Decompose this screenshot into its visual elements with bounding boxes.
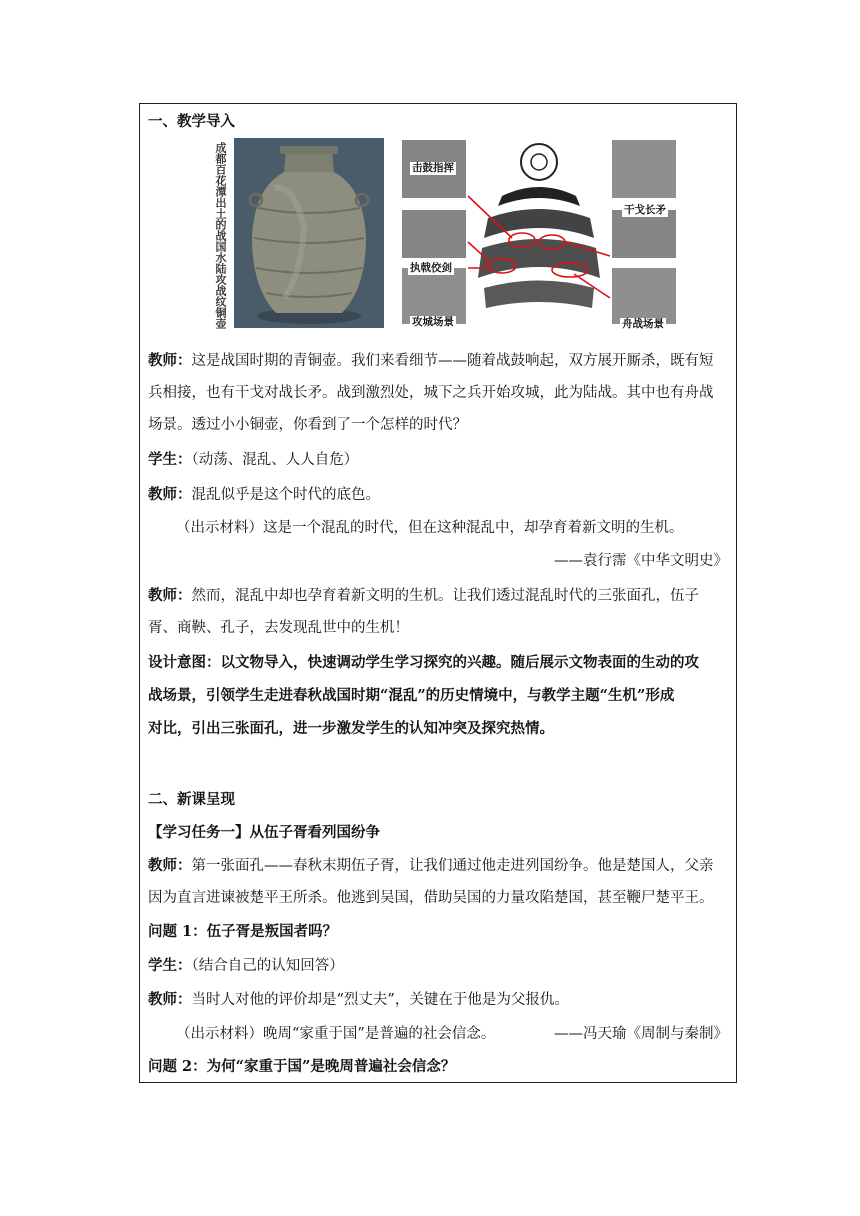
line-text: 第一张面孔——春秋末期伍子胥，让我们通过他走进列国纷争。他是楚国人，父亲 (191, 858, 714, 874)
battle-scene-illustration (398, 138, 680, 332)
quote-source: ——袁行霈《中华文明史》 (554, 553, 728, 569)
student-line (148, 956, 728, 976)
task-name: 从伍子胥看列国纷争 (249, 824, 380, 841)
speaker-label: 教师： (148, 486, 192, 503)
quote-text: （出示材料）晚周“家重于国”是普遍的社会信念。 (176, 1026, 496, 1042)
label-siege-scene: 攻城场景 (412, 316, 454, 328)
section1-heading: 一、教学导入 (148, 113, 235, 130)
line-text: 然而，混乱中却也孕育着新文明的生机。让我们透过混乱时代的三张面孔，伍子 (191, 588, 699, 604)
student-line (148, 450, 728, 470)
speaker-label: 教师： (148, 991, 192, 1008)
speaker-label: 教师： (148, 587, 192, 604)
teacher-line: 场景。透过小小铜壶，你看到了一个怎样的时代？ (148, 417, 467, 433)
teacher-line (148, 485, 728, 505)
teacher-line (148, 856, 728, 876)
task-bracket: 【学习任务一】 (148, 824, 250, 841)
material-quote (148, 1024, 728, 1044)
task-title (148, 823, 728, 843)
design-intent: 对比，引出三张面孔，进一步激发学生的认知冲突及探究热情。 (148, 720, 554, 737)
teacher-line: 因为直言进谏被楚平王所杀。他逃到吴国，借助吴国的力量攻陷楚国，甚至鞭尸楚平王。 (148, 890, 714, 906)
line-text: （结合自己的认知回答） (191, 958, 344, 974)
line-text: 当时人对他的评价却是“烈丈夫”，关键在于他是为父报仇。 (191, 992, 569, 1008)
speaker-label: 学生： (148, 451, 192, 468)
question-2: 问题 2：为何“家重于国”是晚周普遍社会信念？ (148, 1058, 456, 1075)
teacher-line (148, 586, 728, 606)
teacher-line (148, 351, 728, 371)
label-drum-command: 击鼓指挥 (412, 162, 454, 174)
material-quote: （出示材料）这是一个混乱的时代，但在这种混乱中，却孕育着新文明的生机。 (176, 520, 684, 536)
speaker-label: 学生： (148, 957, 192, 974)
line-text: 这是战国时期的青铜壶。我们来看细节——随着战鼓响起，双方展开厮杀，既有短 (191, 353, 714, 369)
label-halberd-sword: 执戟佼剑 (410, 262, 452, 274)
label-dagger-spear: 干戈长矛 (624, 204, 666, 216)
speaker-label: 教师： (148, 857, 192, 874)
lesson-table (139, 103, 737, 1083)
section2-heading: 二、新课呈现 (148, 791, 235, 808)
label-boat-battle: 舟战场景 (622, 318, 664, 330)
vase-caption: 成都百花潭出土的战国水陆攻战纹铜壶 (214, 142, 227, 329)
line-text: （动荡、混乱、人人自危） (191, 452, 359, 468)
teacher-line: 兵相接，也有干戈对战长矛。战到激烈处，城下之兵开始攻城，此为陆战。其中也有舟战 (148, 385, 714, 401)
design-intent: 战场景，引领学生走进春秋战国时期“混乱”的历史情境中，与教学主题“生机”形成 (148, 687, 675, 704)
teacher-line: 胥、商鞅、孔子，去发现乱世中的生机！ (148, 620, 409, 636)
quote-source: ——冯天瑜《周制与秦制》 (554, 1026, 728, 1042)
line-text: 混乱似乎是这个时代的底色。 (191, 487, 380, 503)
design-intent: 设计意图：以文物导入，快速调动学生学习探究的兴趣。随后展示文物表面的生动的攻 (148, 654, 699, 671)
question-1: 问题 1：伍子胥是叛国者吗？ (148, 923, 338, 940)
bronze-vase-photo (234, 138, 384, 328)
speaker-label: 教师： (148, 352, 192, 369)
teacher-line (148, 990, 728, 1010)
